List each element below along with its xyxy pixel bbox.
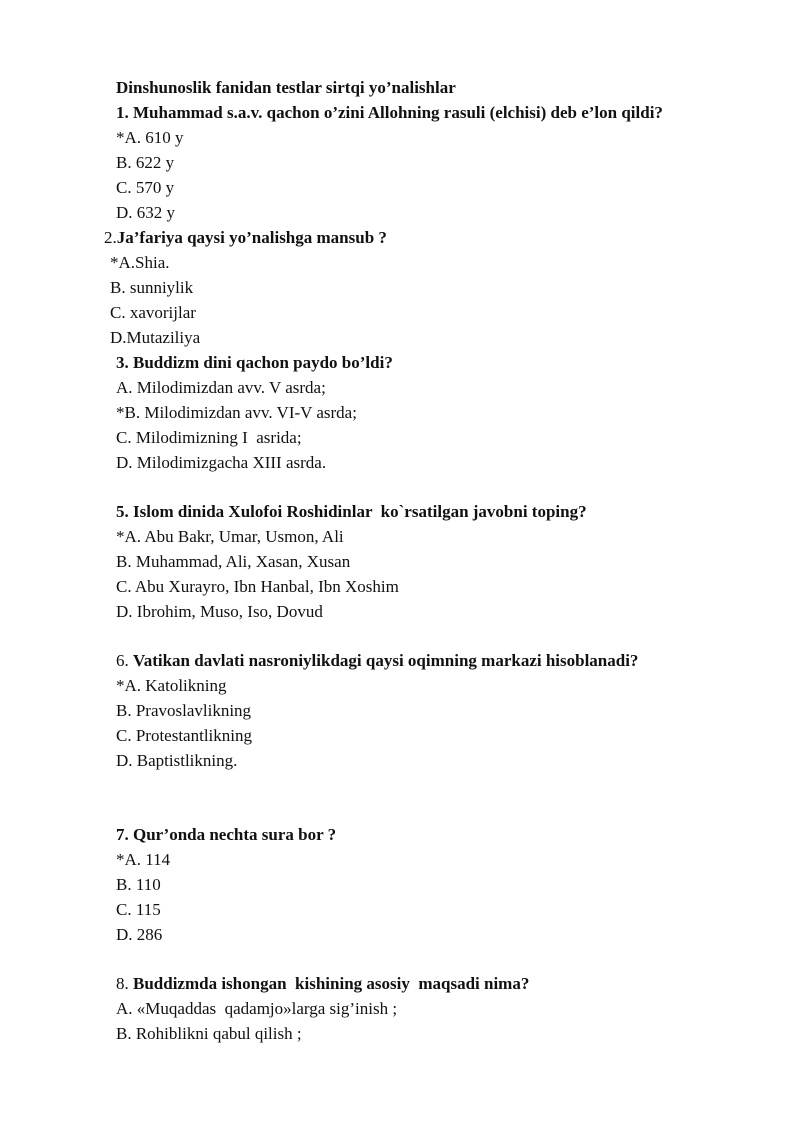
option-8a: A. «Muqaddas qadamjo»larga sig’inish ;: [116, 999, 398, 1018]
question-text: Ja’fariya qaysi yo’nalishga mansub ?: [116, 228, 387, 247]
option-1d: D. 632 y: [116, 203, 176, 222]
option-5a: *A. Abu Bakr, Umar, Usmon, Ali: [116, 527, 344, 546]
option-7c: C. 115: [116, 900, 161, 919]
question-text: Vatikan davlati nasroniylikdagi qaysi oqimning markazi hisoblanadi?: [133, 651, 639, 670]
question-number: 8.: [116, 974, 129, 993]
option-3a: A. Milodimizdan avv. V asrda;: [116, 378, 326, 397]
question-text: Qur’onda nechta sura bor ?: [133, 825, 337, 844]
option-7d: D. 286: [116, 925, 163, 944]
question-8: [116, 974, 529, 994]
question-number: 7.: [116, 825, 129, 844]
option-2a: *A.Shia.: [110, 253, 170, 272]
question-number: 2.: [104, 228, 117, 247]
option-1a: *A. 610 y: [116, 128, 184, 147]
option-6d: D. Baptistlikning.: [116, 751, 238, 770]
question-text: Buddizm dini qachon paydo bo’ldi?: [133, 353, 393, 372]
question-text: Muhammad s.a.v. qachon o’zini Allohning rasuli (elchisi) deb e’lon qildi?: [133, 103, 663, 122]
question-number: 6.: [116, 651, 129, 670]
option-5d: D. Ibrohim, Muso, Iso, Dovud: [116, 602, 323, 621]
option-7a: *A. 114: [116, 850, 171, 869]
option-1b: B. 622 y: [116, 153, 175, 172]
question-number: 5.: [116, 502, 129, 521]
option-7b: B. 110: [116, 875, 161, 894]
question-1: [116, 103, 663, 123]
option-6a: *A. Katolikning: [116, 676, 227, 695]
option-3b: *B. Milodimizdan avv. VI-V asrda;: [116, 403, 357, 422]
question-6: [116, 651, 638, 671]
question-3: [116, 353, 393, 373]
option-2c: C. xavorijlar: [110, 303, 196, 322]
question-2: [104, 228, 387, 248]
option-6b: B. Pravoslavlikning: [116, 701, 252, 720]
question-text: Islom dinida Xulofoi Roshidinlar ko`rsatilgan javobni toping?: [133, 502, 587, 521]
option-2b: B. sunniylik: [110, 278, 194, 297]
option-6c: C. Protestantlikning: [116, 726, 252, 745]
question-5: [116, 502, 587, 522]
option-3d: D. Milodimizgacha XIII asrda.: [116, 453, 327, 472]
option-5c: C. Abu Xurayro, Ibn Hanbal, Ibn Xoshim: [116, 577, 399, 596]
question-7: [116, 825, 336, 845]
question-text: Buddizmda ishongan kishining asosiy maqsadi nima?: [133, 974, 530, 993]
option-2d: D.Mutaziliya: [110, 328, 201, 347]
question-number: 1.: [116, 103, 129, 122]
option-8b: B. Rohiblikni qabul qilish ;: [116, 1024, 302, 1043]
option-3c: C. Milodimizning I asrida;: [116, 428, 302, 447]
document-title: Dinshunoslik fanidan testlar sirtqi yo’nalishlar: [116, 78, 456, 97]
question-number: 3.: [116, 353, 129, 372]
option-5b: B. Muhammad, Ali, Xasan, Xusan: [116, 552, 351, 571]
option-1c: C. 570 y: [116, 178, 175, 197]
